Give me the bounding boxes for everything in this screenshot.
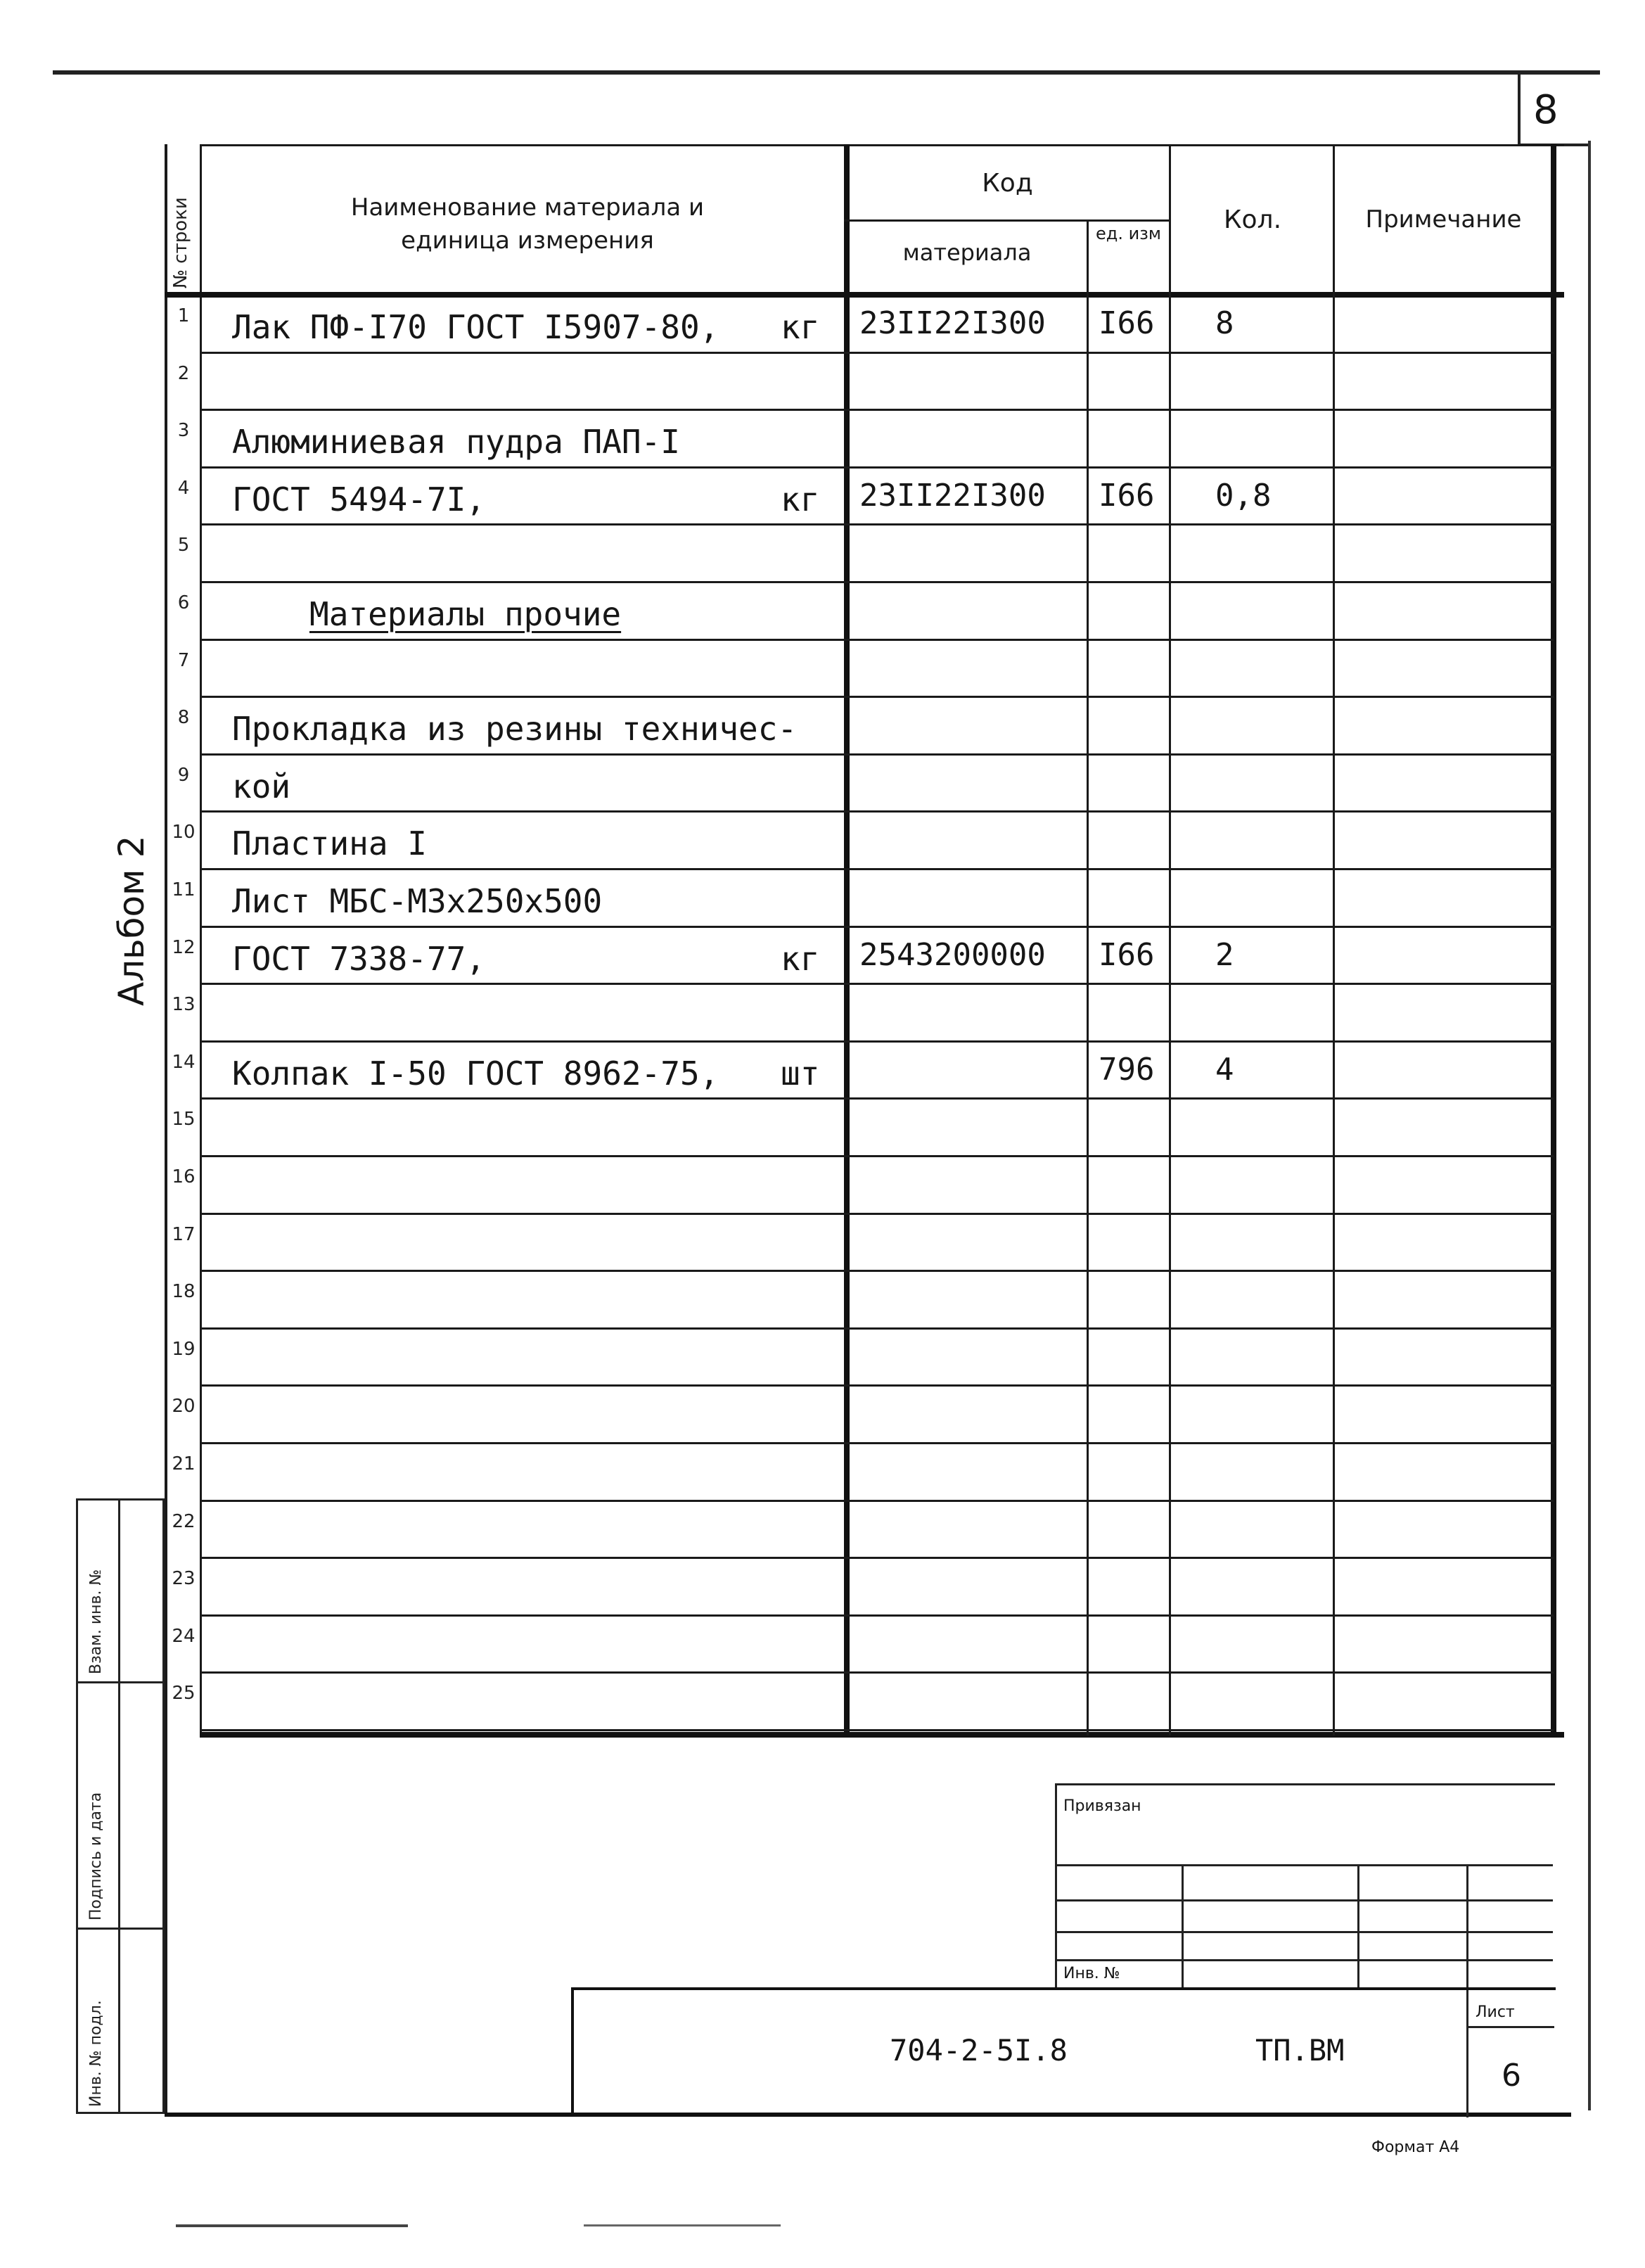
- stamp-podpis: Подпись и дата: [87, 1792, 105, 1920]
- row-number: 15: [172, 1109, 196, 1130]
- col-ucode-right: [1169, 144, 1171, 1735]
- header-code: Код: [982, 169, 1033, 198]
- top-rule: [53, 70, 1600, 75]
- header-name-line1: Наименование материала и: [350, 193, 705, 222]
- tb-line-4: [1055, 1959, 1553, 1961]
- album-label: Альбом 2: [111, 835, 152, 1006]
- row-number: 8: [177, 707, 190, 729]
- row-separator: [200, 1327, 1554, 1330]
- scan-artifact-1: [176, 2224, 408, 2227]
- row-separator: [200, 868, 1554, 870]
- row-number: 12: [172, 936, 196, 958]
- left-stamp-sep1: [76, 1681, 165, 1683]
- col-rownum-divider: [200, 144, 202, 1738]
- row-separator: [200, 1729, 1554, 1731]
- row-unit: кг: [781, 308, 820, 346]
- row-number: 25: [172, 1683, 196, 1705]
- header-name-line2: единица измерения: [401, 227, 654, 255]
- row-separator: [200, 466, 1554, 469]
- left-stamp-divider: [118, 1498, 120, 2114]
- header-code-unit: ед. изм: [1095, 224, 1162, 243]
- row-separator: [200, 1213, 1554, 1215]
- row-separator: [200, 1155, 1554, 1157]
- col-qty-right: [1333, 144, 1335, 1735]
- tb-line-3: [1055, 1931, 1553, 1933]
- tb-vline-1: [1182, 1864, 1184, 1987]
- row-separator: [200, 810, 1554, 813]
- row-separator: [200, 1614, 1554, 1617]
- row-separator: [200, 1671, 1554, 1674]
- row-number: 4: [177, 477, 190, 499]
- row-number: 13: [172, 994, 196, 1016]
- doc-code: 704-2-5I.8: [890, 2033, 1068, 2068]
- header-qty: Кол.: [1223, 205, 1282, 234]
- row-name: ГОСТ 5494-7I,: [232, 480, 486, 518]
- doc-suffix: ТП.ВМ: [1255, 2033, 1345, 2068]
- row-name: Алюминиевая пудра ПАП-I: [232, 423, 680, 461]
- row-name: Лист МБС-М3х250х500: [232, 882, 603, 920]
- row-number: 19: [172, 1338, 196, 1360]
- list-cell-divider: [1466, 2026, 1554, 2028]
- list-number: 6: [1502, 2058, 1521, 2094]
- row-separator: [200, 1557, 1554, 1559]
- row-separator: [200, 983, 1554, 985]
- row-number: 6: [177, 592, 190, 613]
- row-number: 11: [172, 879, 196, 900]
- header-bottom-line: [165, 292, 1564, 298]
- list-label: Лист: [1476, 2003, 1515, 2021]
- row-unit-code: I66: [1099, 305, 1155, 341]
- row-number: 7: [177, 649, 190, 671]
- row-number: 2: [177, 362, 190, 384]
- row-unit: шт: [781, 1054, 820, 1092]
- header-row-no: № строки: [170, 197, 191, 288]
- row-number: 5: [177, 535, 190, 556]
- row-quantity: 8: [1215, 305, 1234, 341]
- row-separator: [200, 581, 1554, 583]
- row-number: 14: [172, 1051, 196, 1073]
- row-quantity: 2: [1215, 936, 1234, 973]
- tb-line-1: [1055, 1864, 1553, 1866]
- row-number: 21: [172, 1453, 196, 1474]
- row-separator: [200, 753, 1554, 756]
- scan-artifact-2: [584, 2224, 781, 2226]
- row-quantity: 4: [1215, 1051, 1234, 1088]
- row-number: 20: [172, 1396, 196, 1418]
- row-number: 9: [177, 764, 190, 786]
- row-unit: кг: [781, 480, 820, 518]
- row-separator: [200, 352, 1554, 354]
- row-number: 22: [172, 1510, 196, 1532]
- table-bottom-line: [200, 1732, 1564, 1738]
- row-separator: [200, 1384, 1554, 1387]
- frame-right-line: [1588, 141, 1591, 2110]
- page-number: 8: [1533, 87, 1558, 133]
- row-separator: [200, 696, 1554, 698]
- col-name-right: [844, 144, 850, 1738]
- row-unit-code: I66: [1099, 936, 1155, 973]
- row-name: Пластина I: [232, 824, 427, 863]
- inv-no-label: Инв. №: [1063, 1965, 1120, 1982]
- format-label: Формат А4: [1371, 2139, 1460, 2156]
- row-name: Колпак I-50 ГОСТ 8962-75,: [232, 1054, 719, 1092]
- row-number: 16: [172, 1166, 196, 1187]
- row-material-code: 23II22I300: [859, 477, 1046, 514]
- row-number: 10: [172, 822, 196, 843]
- row-name: ГОСТ 7338-77,: [232, 939, 486, 978]
- row-number: 23: [172, 1568, 196, 1590]
- row-name: Лак ПФ-I70 ГОСТ I5907-80,: [232, 308, 719, 346]
- row-separator: [200, 926, 1554, 928]
- row-name: Материалы прочие: [309, 595, 622, 633]
- row-number: 17: [172, 1223, 196, 1245]
- tb-vline-2: [1357, 1864, 1359, 1987]
- row-unit-code: 796: [1099, 1051, 1155, 1088]
- row-separator: [200, 1097, 1554, 1100]
- header-code-material: материала: [902, 239, 1032, 266]
- row-unit-code: I66: [1099, 477, 1155, 514]
- row-separator: [200, 1040, 1554, 1043]
- col-note-right: [1551, 144, 1556, 1738]
- row-separator: [200, 639, 1554, 641]
- stamp-vzam: Взам. инв. №: [87, 1569, 105, 1674]
- tb-line-2: [1055, 1899, 1553, 1901]
- row-quantity: 0,8: [1215, 477, 1272, 514]
- row-unit: кг: [781, 939, 820, 978]
- code-subheader-line: [844, 219, 1169, 222]
- row-number: 24: [172, 1625, 196, 1647]
- row-name: кой: [232, 767, 291, 805]
- header-top-line: [200, 144, 1564, 146]
- row-material-code: 23II22I300: [859, 305, 1046, 341]
- row-separator: [200, 1500, 1554, 1502]
- privyazan-label: Привязан: [1063, 1797, 1141, 1815]
- row-separator: [200, 1270, 1554, 1272]
- left-stamp-sep2: [76, 1928, 165, 1930]
- header-note: Примечание: [1365, 205, 1522, 234]
- row-number: 18: [172, 1281, 196, 1303]
- row-separator: [200, 523, 1554, 525]
- row-number: 1: [177, 305, 190, 326]
- stamp-inv-podl: Инв. № подл.: [87, 2000, 105, 2107]
- col-code-right: [1087, 219, 1089, 1735]
- row-number: 3: [177, 420, 190, 442]
- row-material-code: 2543200000: [859, 936, 1046, 973]
- row-name: Прокладка из резины техничес-: [232, 710, 798, 748]
- row-separator: [200, 1442, 1554, 1444]
- row-separator: [200, 409, 1554, 411]
